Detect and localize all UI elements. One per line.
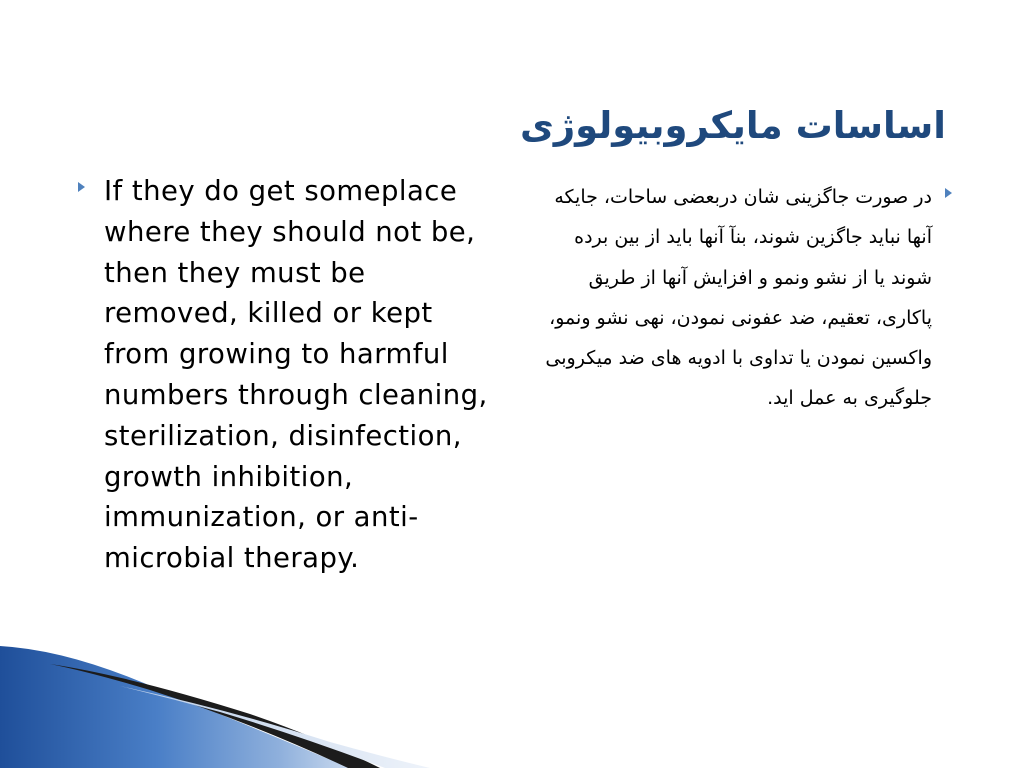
bullet-text-english: If they do get someplace where they should not be, then they must be removed, killed or kept from growing to harmful numbers through cleaning, sterilization, disinfection, growth inhibition, immunization, or anti-microbial therapy.	[104, 175, 488, 575]
triangle-bullet-icon	[78, 182, 85, 192]
triangle-bullet-icon	[945, 188, 952, 198]
bullet-item-english	[78, 171, 498, 579]
slide-title: اساسات مایکروبیولوژی	[519, 104, 946, 147]
bullet-text-persian: در صورت جاگزینی شان دربعضی ساحات، جایکه آنها نباید جاگزین شوند، بنآ آنها باید از بین برده شوند یا از نشو ونمو و افزایش آنها از طریق پاکاری، تعقیم، ضد عفونی نمودن، نهی نشو ونمو، واکسین نمودن یا تداوی با ادویه های ضد میکروبی جلوگیری به عمل اید.	[545, 186, 932, 410]
english-text-column	[78, 171, 498, 579]
corner-blue-band	[0, 646, 350, 768]
corner-pale-band	[120, 686, 430, 768]
bullet-item-persian	[532, 177, 952, 419]
corner-dark-band	[50, 664, 380, 768]
persian-text-column	[532, 177, 952, 419]
